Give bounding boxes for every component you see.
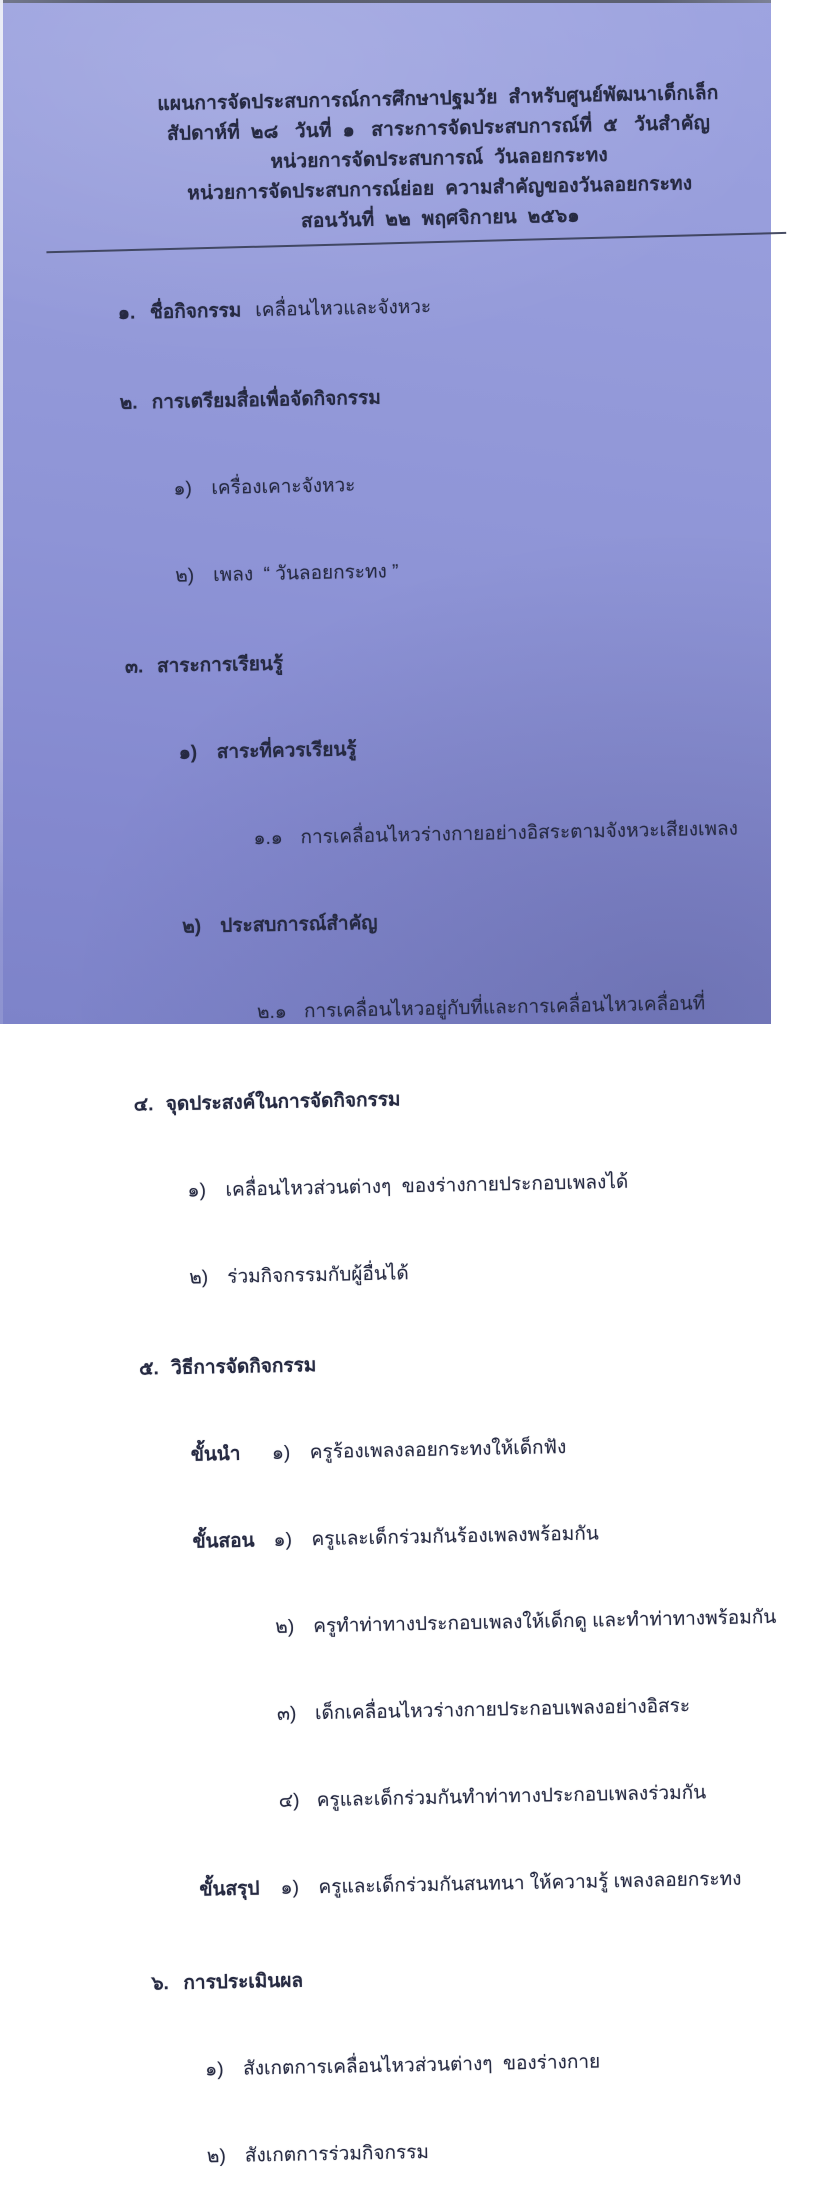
item-number: ๑) [187, 1180, 207, 1202]
section-title: สาระการเรียนรู้ [156, 653, 284, 678]
item-text: เคลื่อนไหวส่วนต่างๆ ของร่างกายประกอบเพลงได้ [225, 1171, 629, 1201]
list-item [35, 2014, 808, 2116]
item-number: ๒) [189, 1267, 209, 1289]
section-title: การประเมินผล [183, 1970, 304, 1994]
item-text: เด็กเคลื่อนไหวร่างกายประกอบเพลงอย่างอิสระ [314, 1695, 691, 1725]
item-text: ครูและเด็กร่วมกันทำท่าทางประกอบเพลงร่วมกัน [316, 1782, 707, 1812]
section-media-preparation [2, 347, 775, 449]
list-item [37, 2101, 810, 2203]
section-number: ๔. [133, 1094, 154, 1116]
stage-teach-row [25, 1486, 798, 1588]
item-text: ครูร้องเพลงลอยกระทงให้เด็กฟัง [309, 1437, 567, 1464]
item-number: ๑) [280, 1877, 300, 1899]
subsection-title: สาระที่ควรเรียนรู้ [216, 739, 357, 763]
section-procedure [21, 1313, 794, 1415]
detail-text: การเคลื่อนไหวอยู่กับที่และการเคลื่อนไหวเคลื่อนที่ [303, 993, 706, 1023]
stage-teach-item [26, 1573, 799, 1675]
detail-item [10, 785, 783, 887]
item-number: ๑) [204, 2059, 224, 2081]
item-number: ๒) [206, 2146, 227, 2168]
subsection-heading [12, 872, 785, 974]
item-number: ๒) [174, 565, 195, 587]
detail-text: การเคลื่อนไหวร่างกายอย่างอิสระตามจังหวะเสียงเพลง [300, 818, 739, 849]
item-text: ครูทำท่าทางประกอบเพลงให้เด็กดู และทำท่าทางพร้อมกัน [313, 1606, 777, 1638]
list-item [19, 1223, 792, 1325]
subsection-number: ๒) [182, 916, 202, 938]
item-number: ๔) [278, 1790, 300, 1812]
document-body [0, 257, 809, 2204]
section-title: ชื่อกิจกรรม [149, 300, 242, 324]
stage-intro-row [23, 1400, 796, 1502]
section-number: ๖. [151, 1973, 170, 1995]
item-number: ๑) [173, 478, 193, 500]
item-number: ๑) [273, 1529, 293, 1551]
list-item [3, 434, 776, 536]
header-title-line: แผนการจัดประสบการณ์การศึกษาปฐมวัย สำหรับศูนย์พัฒนาเด็กเล็ก [157, 82, 719, 116]
detail-number: ๑.๑ [253, 827, 284, 850]
section-title: วิธีการจัดกิจกรรม [170, 1355, 317, 1379]
section-number: ๓. [124, 656, 144, 678]
item-text: สังเกตการเคลื่อนไหวส่วนต่างๆ ของร่างกาย [242, 2051, 601, 2080]
header-week-line: สัปดาห์ที่ ๒๘ วันที่ ๑ สาระการจัดประสบการณ์ที่ ๕ วันสำคัญ [166, 112, 711, 145]
section-number: ๑. [117, 302, 136, 324]
section-number: ๒. [119, 392, 138, 414]
stage-label: ขั้นนำ [190, 1443, 241, 1466]
list-item [5, 521, 778, 623]
stage-label: ขั้นสรุป [199, 1878, 260, 1901]
header-unit-line: หน่วยการจัดประสบการณ์ วันลอยกระทง [270, 144, 609, 173]
item-text: ครูและเด็กร่วมกันสนทนา ให้ความรู้ เพลงลอยกระทง [318, 1868, 742, 1899]
item-text: เครื่องเคาะจังหวะ [211, 475, 356, 500]
stage-teach-item [30, 1747, 803, 1849]
section-activity-name [0, 257, 772, 359]
item-number: ๑) [271, 1442, 291, 1464]
section-evaluation [33, 1927, 806, 2029]
section-value: เคลื่อนไหวและจังหวะ [255, 296, 432, 322]
section-objectives [16, 1049, 789, 1151]
item-text: ร่วมกิจกรรมกับผู้อื่นได้ [227, 1263, 409, 1288]
item-text: สังเกตการร่วมกิจกรรม [244, 2141, 430, 2167]
stage-teach-item [28, 1660, 801, 1762]
section-learning-content [7, 611, 780, 713]
item-number: ๓) [276, 1703, 297, 1725]
subsection-number: ๑) [178, 742, 198, 764]
section-title: จุดประสงค์ในการจัดกิจกรรม [165, 1089, 401, 1116]
document-header [108, 78, 770, 241]
section-number: ๕. [138, 1358, 159, 1380]
stage-conclusion-row [32, 1834, 805, 1936]
subsection-title: ประสบการณ์สำคัญ [220, 912, 378, 937]
detail-number: ๒.๑ [256, 1001, 288, 1024]
item-text: เพลง “ วันลอยกระทง ” [212, 561, 399, 586]
section-title: การเตรียมสื่อเพื่อจัดกิจกรรม [151, 387, 381, 414]
subsection-heading [9, 698, 782, 800]
header-date-line: สอนวันที่ ๒๒ พฤศจิกายน ๒๕๖๑ [300, 205, 580, 233]
stage-label: ขั้นสอน [192, 1530, 255, 1553]
list-item [17, 1136, 790, 1238]
header-subunit-line: หน่วยการจัดประสบการณ์ย่อย ความสำคัญของวันลอยกระทง [187, 173, 693, 205]
item-text: ครูและเด็กร่วมกันร้องเพลงพร้อมกัน [311, 1523, 599, 1551]
item-number: ๒) [275, 1616, 295, 1638]
detail-item [14, 959, 787, 1061]
